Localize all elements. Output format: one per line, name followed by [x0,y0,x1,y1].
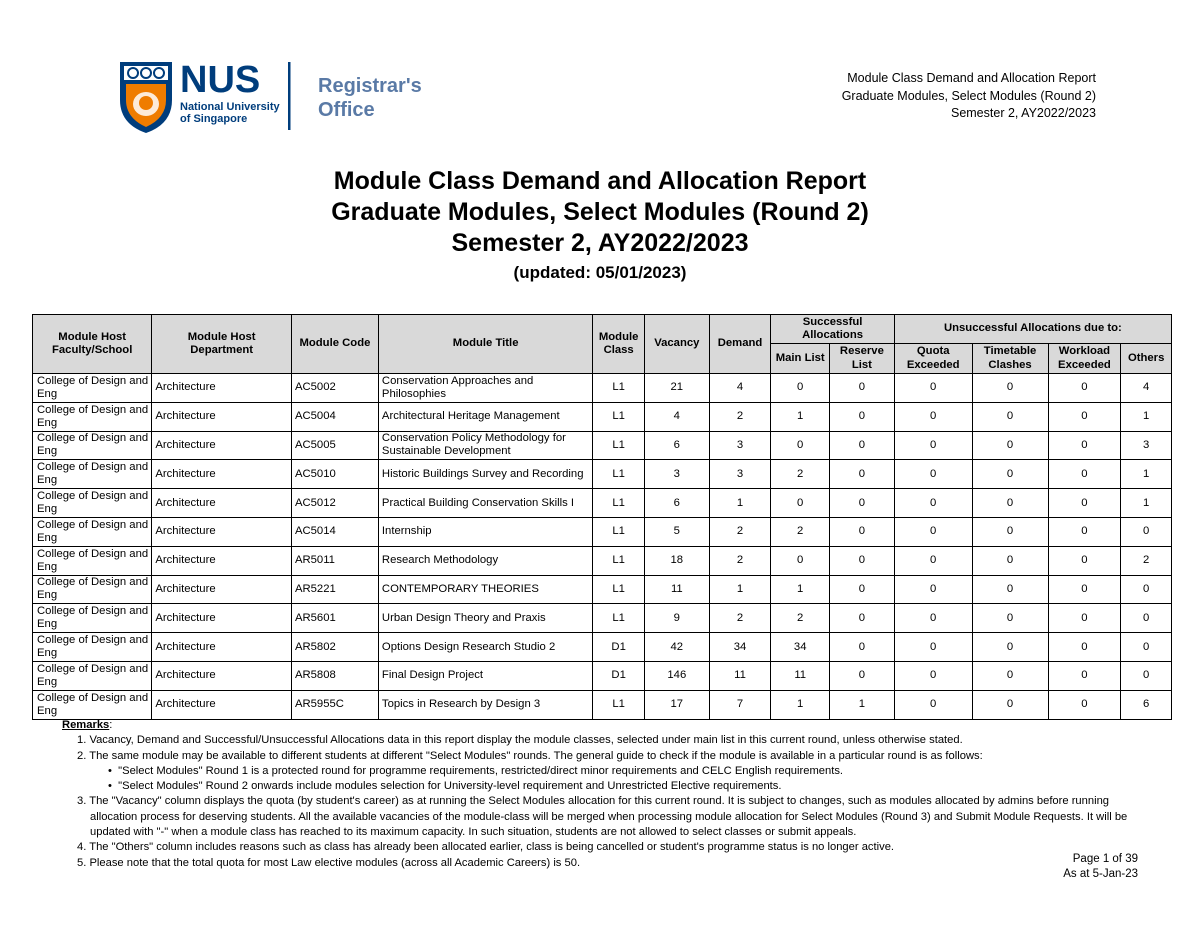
cell-title: CONTEMPORARY THEORIES [378,575,592,604]
cell-timetable: 0 [972,575,1048,604]
cell-title: Conservation Policy Methodology for Sustainable Development [378,431,592,460]
cell-workload: 0 [1048,633,1121,662]
cell-quota: 0 [894,517,972,546]
table-row [33,402,1172,431]
cell-demand: 7 [709,690,771,719]
cell-class: L1 [593,402,645,431]
remark-bullet: • "Select Modules" Round 2 onwards include modules selection for University-level requirement and Unrestricted Elective requirements. [108,780,782,793]
cell-class: L1 [593,374,645,403]
cell-timetable: 0 [972,489,1048,518]
cell-others: 1 [1121,489,1172,518]
cell-department: Architecture [152,460,292,489]
cell-demand: 2 [709,402,771,431]
cell-code: AC5010 [291,460,378,489]
cell-department: Architecture [152,575,292,604]
cell-main: 11 [771,661,830,690]
cell-vacancy: 11 [644,575,709,604]
col-department: Module Host Department [152,315,292,374]
cell-class: D1 [593,661,645,690]
cell-department: Architecture [152,661,292,690]
cell-faculty: College of Design and Eng [33,402,152,431]
cell-main: 0 [771,431,830,460]
cell-class: L1 [593,604,645,633]
cell-vacancy: 42 [644,633,709,662]
cell-main: 0 [771,546,830,575]
cell-faculty: College of Design and Eng [33,604,152,633]
cell-class: L1 [593,460,645,489]
cell-reserve: 0 [830,402,895,431]
col-faculty: Module Host Faculty/School [33,315,152,374]
cell-title: Final Design Project [378,661,592,690]
table-body [33,374,1172,720]
cell-timetable: 0 [972,460,1048,489]
table-row [33,460,1172,489]
cell-demand: 3 [709,460,771,489]
cell-vacancy: 6 [644,489,709,518]
remarks-colon: : [109,719,113,731]
cell-others: 3 [1121,431,1172,460]
cell-main: 0 [771,489,830,518]
remarks-heading: Remarks [62,719,110,731]
updated-date: (updated: 05/01/2023) [513,263,687,282]
cell-others: 4 [1121,374,1172,403]
cell-department: Architecture [152,402,292,431]
page-title [0,166,1200,284]
col-others: Others [1121,344,1172,374]
cell-reserve: 0 [830,517,895,546]
cell-department: Architecture [152,517,292,546]
cell-faculty: College of Design and Eng [33,661,152,690]
remark-bullet-text: "Select Modules" Round 2 onwards include modules selection for University-level requirement and Unrestricted Elective requirements. [118,780,782,793]
cell-quota: 0 [894,431,972,460]
cell-quota: 0 [894,690,972,719]
col-unsuccessful: Unsuccessful Allocations due to: [894,315,1171,344]
cell-reserve: 1 [830,690,895,719]
cell-workload: 0 [1048,517,1121,546]
cell-quota: 0 [894,546,972,575]
cell-code: AC5012 [291,489,378,518]
cell-workload: 0 [1048,489,1121,518]
cell-title: Topics in Research by Design 3 [378,690,592,719]
col-title: Module Title [378,315,592,374]
cell-main: 0 [771,374,830,403]
cell-faculty: College of Design and Eng [33,690,152,719]
cell-class: L1 [593,517,645,546]
cell-workload: 0 [1048,661,1121,690]
cell-others: 1 [1121,460,1172,489]
remark-item: 1. Vacancy, Demand and Successful/Unsuccessful Allocations data in this report display the module classes, selected under main list in this current round, unless otherwise stated. [77,734,963,747]
page-number: Page 1 of 39 [1072,853,1138,865]
cell-demand: 2 [709,604,771,633]
table-row [33,431,1172,460]
cell-quota: 0 [894,575,972,604]
cell-reserve: 0 [830,431,895,460]
cell-class: D1 [593,633,645,662]
cell-faculty: College of Design and Eng [33,517,152,546]
header-line: Semester 2, AY2022/2023 [950,106,1096,120]
table-row [33,374,1172,403]
col-code: Module Code [291,315,378,374]
col-quota: Quota Exceeded [894,344,972,374]
cell-title: Internship [378,517,592,546]
cell-others: 0 [1121,575,1172,604]
col-main-list: Main List [771,344,830,374]
cell-workload: 0 [1048,690,1121,719]
cell-code: AR5802 [291,633,378,662]
cell-code: AR5011 [291,546,378,575]
remark-bullet: • "Select Modules" Round 1 is a protected round for programme requirements, restricted/direct minor requirements and CELC English requirements. [108,764,844,777]
cell-reserve: 0 [830,661,895,690]
col-class: Module Class [593,315,645,374]
cell-others: 1 [1121,402,1172,431]
office-line1: Registrar's [318,75,422,97]
remark-bullet-text: "Select Modules" Round 1 is a protected round for programme requirements, restricted/direct minor requirements and CELC English requirements. [118,764,844,777]
cell-code: AC5002 [291,374,378,403]
cell-workload: 0 [1048,546,1121,575]
title-line1: Module Class Demand and Allocation Report [333,167,867,195]
cell-vacancy: 4 [644,402,709,431]
cell-demand: 2 [709,546,771,575]
cell-department: Architecture [152,431,292,460]
cell-timetable: 0 [972,374,1048,403]
cell-class: L1 [593,575,645,604]
cell-title: Conservation Approaches and Philosophies [378,374,592,403]
cell-workload: 0 [1048,374,1121,403]
cell-code: AR5808 [291,661,378,690]
col-successful: Successful Allocations [771,315,894,344]
cell-reserve: 0 [830,460,895,489]
remark-item: 2. The same module may be available to different students at different "Select Modules" rounds. The general guide to check if the module is available in a particular round is as follows: [77,749,983,762]
cell-workload: 0 [1048,431,1121,460]
col-reserve-list: Reserve List [830,344,895,374]
cell-timetable: 0 [972,402,1048,431]
col-demand: Demand [709,315,771,374]
table-row [33,690,1172,719]
logo-divider [288,62,291,130]
remark-item: 5. Please note that the total quota for most Law elective modules (across all Academic Careers) is 50. [77,856,581,869]
cell-faculty: College of Design and Eng [33,575,152,604]
cell-faculty: College of Design and Eng [33,460,152,489]
cell-class: L1 [593,489,645,518]
cell-quota: 0 [894,633,972,662]
cell-workload: 0 [1048,575,1121,604]
cell-demand: 1 [709,575,771,604]
cell-quota: 0 [894,661,972,690]
cell-reserve: 0 [830,633,895,662]
cell-workload: 0 [1048,604,1121,633]
cell-others: 2 [1121,546,1172,575]
cell-vacancy: 3 [644,460,709,489]
col-timetable: Timetable Clashes [972,344,1048,374]
nus-logo [118,60,438,135]
cell-vacancy: 6 [644,431,709,460]
cell-department: Architecture [152,604,292,633]
cell-vacancy: 5 [644,517,709,546]
cell-faculty: College of Design and Eng [33,489,152,518]
cell-quota: 0 [894,402,972,431]
cell-department: Architecture [152,489,292,518]
cell-code: AC5005 [291,431,378,460]
cell-reserve: 0 [830,489,895,518]
cell-demand: 1 [709,489,771,518]
cell-main: 2 [771,460,830,489]
table-row [33,489,1172,518]
cell-demand: 4 [709,374,771,403]
cell-others: 0 [1121,661,1172,690]
remarks [62,718,1152,871]
cell-department: Architecture [152,374,292,403]
cell-quota: 0 [894,489,972,518]
cell-quota: 0 [894,374,972,403]
table-row [33,575,1172,604]
cell-others: 0 [1121,517,1172,546]
remark-item: 3. The "Vacancy" column displays the quota (by student's career) as at running the Select Modules allocation for this current round. It is subject to changes, such as modules allocated by admins before running allocation process for deserving students. All the available vacancies of the module-class will be merged when processing module allocation for Select Modules (Round 3) and Submit Module Requests. It will be updated with "-" when a module class has reached to its maximum capacity. In such situation, students are not allowed to select classes or submit appeals. [77,795,1128,839]
cell-code: AR5601 [291,604,378,633]
cell-title: Urban Design Theory and Praxis [378,604,592,633]
cell-vacancy: 21 [644,374,709,403]
logo-title: NUS [180,60,261,101]
cell-reserve: 0 [830,604,895,633]
cell-workload: 0 [1048,402,1121,431]
office-line2: Office [318,99,375,121]
header-right [842,70,1096,123]
cell-timetable: 0 [972,517,1048,546]
header-line: Module Class Demand and Allocation Report [847,71,1096,85]
cell-title: Architectural Heritage Management [378,402,592,431]
cell-title: Practical Building Conservation Skills I [378,489,592,518]
cell-demand: 2 [709,517,771,546]
cell-vacancy: 18 [644,546,709,575]
cell-faculty: College of Design and Eng [33,431,152,460]
allocation-table [32,314,1172,720]
cell-faculty: College of Design and Eng [33,546,152,575]
cell-vacancy: 17 [644,690,709,719]
cell-reserve: 0 [830,575,895,604]
cell-vacancy: 9 [644,604,709,633]
table-row [33,633,1172,662]
cell-code: AR5221 [291,575,378,604]
cell-faculty: College of Design and Eng [33,374,152,403]
table-row [33,517,1172,546]
logo-line1: National University [180,101,280,113]
table-row [33,604,1172,633]
cell-department: Architecture [152,546,292,575]
cell-title: Options Design Research Studio 2 [378,633,592,662]
cell-main: 1 [771,690,830,719]
col-vacancy: Vacancy [644,315,709,374]
cell-vacancy: 146 [644,661,709,690]
cell-others: 6 [1121,690,1172,719]
cell-code: AC5014 [291,517,378,546]
cell-main: 34 [771,633,830,662]
crest-icon [120,62,172,133]
cell-demand: 3 [709,431,771,460]
cell-others: 0 [1121,604,1172,633]
cell-demand: 34 [709,633,771,662]
title-line3: Semester 2, AY2022/2023 [451,229,749,257]
logo-line2: of Singapore [180,113,248,125]
table-row [33,546,1172,575]
cell-main: 2 [771,517,830,546]
cell-timetable: 0 [972,661,1048,690]
cell-main: 1 [771,575,830,604]
cell-class: L1 [593,431,645,460]
cell-class: L1 [593,690,645,719]
remark-item: 4. The "Others" column includes reasons such as class has already been allocated earlier, class is being cancelled or student's programme status is no longer active. [77,841,895,854]
cell-class: L1 [593,546,645,575]
cell-reserve: 0 [830,374,895,403]
cell-main: 2 [771,604,830,633]
cell-department: Architecture [152,690,292,719]
cell-code: AR5955C [291,690,378,719]
cell-title: Research Methodology [378,546,592,575]
cell-timetable: 0 [972,604,1048,633]
cell-workload: 0 [1048,460,1121,489]
cell-reserve: 0 [830,546,895,575]
cell-main: 1 [771,402,830,431]
cell-faculty: College of Design and Eng [33,633,152,662]
cell-timetable: 0 [972,633,1048,662]
table-row [33,661,1172,690]
header-line: Graduate Modules, Select Modules (Round 2) [841,88,1096,103]
cell-timetable: 0 [972,546,1048,575]
as-at-date: As at 5-Jan-23 [1063,868,1138,880]
col-workload: Workload Exceeded [1048,344,1121,374]
cell-department: Architecture [152,633,292,662]
footer [1063,852,1138,882]
title-line2: Graduate Modules, Select Modules (Round 2) [331,198,869,226]
cell-demand: 11 [709,661,771,690]
cell-code: AC5004 [291,402,378,431]
cell-quota: 0 [894,460,972,489]
cell-title: Historic Buildings Survey and Recording [378,460,592,489]
cell-quota: 0 [894,604,972,633]
cell-others: 0 [1121,633,1172,662]
cell-timetable: 0 [972,431,1048,460]
cell-timetable: 0 [972,690,1048,719]
